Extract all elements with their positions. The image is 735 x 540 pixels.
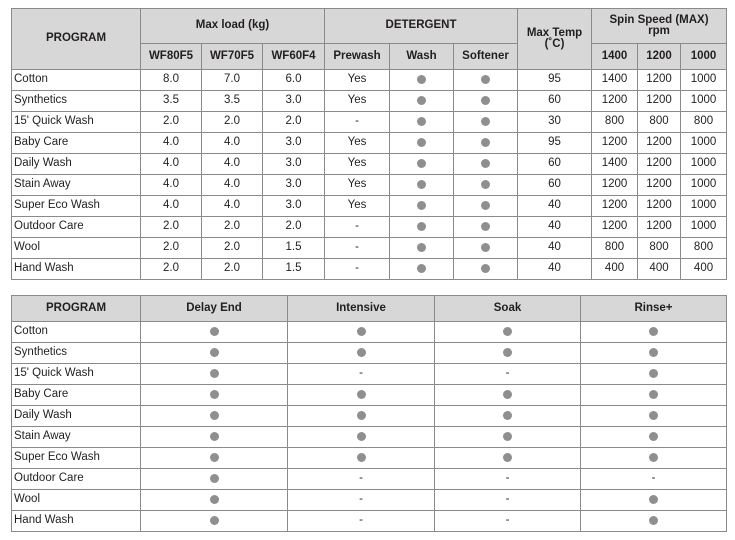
intensive-header: Intensive xyxy=(288,296,435,322)
table-cell: 800 xyxy=(592,238,638,259)
table-cell: 2.0 xyxy=(263,112,325,133)
program-option-row xyxy=(12,511,727,532)
table-cell: - xyxy=(325,238,390,259)
table-cell: 1400 xyxy=(592,154,638,175)
table-cell: 1.5 xyxy=(263,259,325,280)
program-options-table xyxy=(11,295,727,532)
table-cell: 800 xyxy=(681,112,727,133)
table-cell: 3.0 xyxy=(263,154,325,175)
max-temp-header xyxy=(518,9,592,70)
program-spec-row xyxy=(12,217,727,238)
table-cell: 1000 xyxy=(681,217,727,238)
supported-dot-icon xyxy=(649,495,658,504)
program-option-row xyxy=(12,343,727,364)
program-option-row xyxy=(12,385,727,406)
table-cell xyxy=(454,175,518,196)
table-cell: - xyxy=(325,259,390,280)
table-cell: 4.0 xyxy=(141,154,202,175)
table-cell: 1200 xyxy=(592,175,638,196)
supported-dot-icon xyxy=(503,453,512,462)
supported-dot-icon xyxy=(481,138,490,147)
table-cell: 2.0 xyxy=(202,112,263,133)
supported-dot-icon xyxy=(649,411,658,420)
table-cell: 40 xyxy=(518,217,592,238)
supported-dot-icon xyxy=(649,348,658,357)
table-cell: 800 xyxy=(592,112,638,133)
supported-dot-icon xyxy=(210,390,219,399)
program-options-table-body xyxy=(12,322,727,532)
program-option-row xyxy=(12,364,727,385)
table-cell: 4.0 xyxy=(202,133,263,154)
supported-dot-icon xyxy=(210,453,219,462)
table-cell xyxy=(435,406,581,427)
table-cell: 1200 xyxy=(638,175,681,196)
program-option-row xyxy=(12,448,727,469)
program-name-cell: Super Eco Wash xyxy=(12,196,141,217)
table-cell xyxy=(288,427,435,448)
table-cell xyxy=(581,343,727,364)
supported-dot-icon xyxy=(417,159,426,168)
table-cell xyxy=(435,343,581,364)
supported-dot-icon xyxy=(417,243,426,252)
table-cell xyxy=(141,490,288,511)
table-cell xyxy=(581,490,727,511)
table-cell xyxy=(141,448,288,469)
table-cell xyxy=(435,322,581,343)
supported-dot-icon xyxy=(503,411,512,420)
supported-dot-icon xyxy=(417,264,426,273)
table-cell: 1200 xyxy=(638,196,681,217)
detergent-col-header: Wash xyxy=(390,44,454,70)
table-cell: 4.0 xyxy=(141,133,202,154)
max-temp-unit: (˚C) xyxy=(544,38,565,50)
table-cell: 1000 xyxy=(681,175,727,196)
table-cell: 60 xyxy=(518,175,592,196)
table-cell: 4.0 xyxy=(141,175,202,196)
table-cell: - xyxy=(288,364,435,385)
table-cell: 3.0 xyxy=(263,175,325,196)
table-cell: Yes xyxy=(325,70,390,91)
program-name-cell: Synthetics xyxy=(12,343,141,364)
table-cell: 8.0 xyxy=(141,70,202,91)
table-cell: 7.0 xyxy=(202,70,263,91)
supported-dot-icon xyxy=(503,432,512,441)
program-header: PROGRAM xyxy=(12,296,141,322)
delay-end-header: Delay End xyxy=(141,296,288,322)
supported-dot-icon xyxy=(481,222,490,231)
table-cell: 4.0 xyxy=(202,154,263,175)
table-cell: Yes xyxy=(325,154,390,175)
load-model-header: WF70F5 xyxy=(202,44,263,70)
program-spec-row xyxy=(12,154,727,175)
max-temp-label: Max Temp xyxy=(526,26,583,39)
supported-dot-icon xyxy=(210,516,219,525)
supported-dot-icon xyxy=(210,369,219,378)
table-cell: Yes xyxy=(325,175,390,196)
program-option-row xyxy=(12,469,727,490)
table-cell xyxy=(581,448,727,469)
supported-dot-icon xyxy=(649,369,658,378)
table-cell: 1000 xyxy=(681,133,727,154)
table-cell: 2.0 xyxy=(263,217,325,238)
program-name-cell: 15' Quick Wash xyxy=(12,112,141,133)
table-cell: 40 xyxy=(518,196,592,217)
table-cell: 2.0 xyxy=(202,259,263,280)
table-cell xyxy=(390,175,454,196)
table-cell xyxy=(454,259,518,280)
supported-dot-icon xyxy=(210,474,219,483)
table-cell: 1200 xyxy=(638,91,681,112)
table-cell: 1.5 xyxy=(263,238,325,259)
supported-dot-icon xyxy=(210,348,219,357)
program-name-cell: Wool xyxy=(12,238,141,259)
table-cell xyxy=(454,217,518,238)
table-cell xyxy=(390,154,454,175)
table-cell xyxy=(141,322,288,343)
supported-dot-icon xyxy=(481,180,490,189)
table-cell: 3.0 xyxy=(263,133,325,154)
table-cell: 1200 xyxy=(638,70,681,91)
program-name-cell: Cotton xyxy=(12,322,141,343)
program-option-row xyxy=(12,490,727,511)
detergent-col-header: Prewash xyxy=(325,44,390,70)
supported-dot-icon xyxy=(649,453,658,462)
table-cell: 95 xyxy=(518,70,592,91)
table-cell xyxy=(454,70,518,91)
supported-dot-icon xyxy=(481,243,490,252)
load-model-header: WF60F4 xyxy=(263,44,325,70)
table-cell: 95 xyxy=(518,133,592,154)
table-cell: 1200 xyxy=(592,196,638,217)
supported-dot-icon xyxy=(417,117,426,126)
detergent-header: DETERGENT xyxy=(325,9,518,44)
program-name-cell: Wool xyxy=(12,490,141,511)
table-cell xyxy=(141,511,288,532)
program-name-cell: Super Eco Wash xyxy=(12,448,141,469)
program-option-row xyxy=(12,427,727,448)
spin-col-header: 1200 xyxy=(638,44,681,70)
table-cell: 60 xyxy=(518,91,592,112)
program-name-cell: Hand Wash xyxy=(12,259,141,280)
table-cell: 1400 xyxy=(592,70,638,91)
supported-dot-icon xyxy=(417,96,426,105)
table-cell: 1000 xyxy=(681,70,727,91)
table-cell: 1200 xyxy=(638,217,681,238)
supported-dot-icon xyxy=(649,390,658,399)
table-cell: - xyxy=(288,469,435,490)
program-spec-table xyxy=(11,8,727,280)
table-cell xyxy=(581,322,727,343)
program-spec-row xyxy=(12,91,727,112)
program-spec-row xyxy=(12,196,727,217)
supported-dot-icon xyxy=(210,432,219,441)
table-cell xyxy=(141,364,288,385)
table-cell: 1200 xyxy=(638,154,681,175)
table-cell xyxy=(454,112,518,133)
table-cell: 400 xyxy=(638,259,681,280)
table-cell: - xyxy=(581,469,727,490)
table-cell xyxy=(288,406,435,427)
table-cell xyxy=(390,196,454,217)
program-spec-row xyxy=(12,175,727,196)
table-cell: - xyxy=(435,490,581,511)
program-name-cell: 15' Quick Wash xyxy=(12,364,141,385)
table-cell: 400 xyxy=(681,259,727,280)
table-cell: 2.0 xyxy=(141,238,202,259)
table-cell xyxy=(390,217,454,238)
table-cell: Yes xyxy=(325,91,390,112)
table-cell xyxy=(288,322,435,343)
table-cell xyxy=(288,343,435,364)
table-cell: 2.0 xyxy=(141,217,202,238)
table-cell xyxy=(141,385,288,406)
program-option-row xyxy=(12,322,727,343)
program-spec-row xyxy=(12,70,727,91)
program-header: PROGRAM xyxy=(12,9,141,70)
supported-dot-icon xyxy=(649,516,658,525)
table-cell: 4.0 xyxy=(202,196,263,217)
program-spec-row xyxy=(12,259,727,280)
table-cell: 1200 xyxy=(592,217,638,238)
table-cell: - xyxy=(288,511,435,532)
table-cell: 40 xyxy=(518,238,592,259)
supported-dot-icon xyxy=(481,96,490,105)
supported-dot-icon xyxy=(649,432,658,441)
table-cell xyxy=(581,406,727,427)
table-cell xyxy=(454,196,518,217)
table-cell: Yes xyxy=(325,196,390,217)
table-cell xyxy=(141,343,288,364)
table-cell: 4.0 xyxy=(202,175,263,196)
table-cell: 1000 xyxy=(681,91,727,112)
supported-dot-icon xyxy=(357,432,366,441)
table-cell: - xyxy=(325,112,390,133)
supported-dot-icon xyxy=(417,222,426,231)
program-spec-row xyxy=(12,238,727,259)
table-cell: 400 xyxy=(592,259,638,280)
supported-dot-icon xyxy=(357,348,366,357)
table-cell: 4.0 xyxy=(141,196,202,217)
supported-dot-icon xyxy=(417,75,426,84)
spin-speed-header xyxy=(592,9,727,44)
table-cell xyxy=(390,112,454,133)
supported-dot-icon xyxy=(357,453,366,462)
max-load-header: Max load (kg) xyxy=(141,9,325,44)
program-spec-row xyxy=(12,112,727,133)
table-cell: 1200 xyxy=(638,133,681,154)
table-cell: 3.0 xyxy=(263,196,325,217)
supported-dot-icon xyxy=(503,348,512,357)
table-cell xyxy=(288,385,435,406)
table-cell: Yes xyxy=(325,133,390,154)
program-name-cell: Stain Away xyxy=(12,175,141,196)
table-cell xyxy=(454,238,518,259)
table-cell: 800 xyxy=(681,238,727,259)
program-spec-row xyxy=(12,133,727,154)
rinse-plus-header: Rinse+ xyxy=(581,296,727,322)
table-cell xyxy=(141,469,288,490)
table-cell xyxy=(581,427,727,448)
load-model-header: WF80F5 xyxy=(141,44,202,70)
table-cell: 60 xyxy=(518,154,592,175)
table-cell xyxy=(454,133,518,154)
table-cell xyxy=(390,91,454,112)
table-cell xyxy=(390,70,454,91)
supported-dot-icon xyxy=(481,264,490,273)
program-name-cell: Daily Wash xyxy=(12,154,141,175)
supported-dot-icon xyxy=(417,201,426,210)
table-cell: 800 xyxy=(638,112,681,133)
table-cell xyxy=(454,154,518,175)
table-cell: 30 xyxy=(518,112,592,133)
soak-header: Soak xyxy=(435,296,581,322)
table-cell: 3.0 xyxy=(263,91,325,112)
table-cell: 2.0 xyxy=(141,259,202,280)
supported-dot-icon xyxy=(503,390,512,399)
program-option-row xyxy=(12,406,727,427)
program-name-cell: Stain Away xyxy=(12,427,141,448)
supported-dot-icon xyxy=(649,327,658,336)
table-cell xyxy=(581,385,727,406)
table-cell xyxy=(141,427,288,448)
supported-dot-icon xyxy=(417,138,426,147)
supported-dot-icon xyxy=(481,159,490,168)
program-name-cell: Daily Wash xyxy=(12,406,141,427)
table-cell: 2.0 xyxy=(202,238,263,259)
table-cell: - xyxy=(325,217,390,238)
table-cell: 6.0 xyxy=(263,70,325,91)
detergent-col-header: Softener xyxy=(454,44,518,70)
supported-dot-icon xyxy=(357,411,366,420)
spin-speed-unit: rpm xyxy=(648,25,670,37)
program-name-cell: Baby Care xyxy=(12,385,141,406)
table-cell xyxy=(390,259,454,280)
table-cell xyxy=(390,238,454,259)
table-cell xyxy=(435,385,581,406)
table-cell: 1200 xyxy=(592,91,638,112)
table-cell xyxy=(581,364,727,385)
table-cell: 1200 xyxy=(592,133,638,154)
table-cell: 1000 xyxy=(681,196,727,217)
table-cell xyxy=(435,448,581,469)
supported-dot-icon xyxy=(210,495,219,504)
supported-dot-icon xyxy=(481,75,490,84)
table-cell: - xyxy=(435,469,581,490)
supported-dot-icon xyxy=(357,327,366,336)
table-cell: 3.5 xyxy=(202,91,263,112)
table-cell: 3.5 xyxy=(141,91,202,112)
program-name-cell: Synthetics xyxy=(12,91,141,112)
table-cell xyxy=(141,406,288,427)
supported-dot-icon xyxy=(357,390,366,399)
supported-dot-icon xyxy=(481,201,490,210)
supported-dot-icon xyxy=(417,180,426,189)
table-cell xyxy=(390,133,454,154)
supported-dot-icon xyxy=(481,117,490,126)
table-cell xyxy=(454,91,518,112)
table-cell: - xyxy=(435,364,581,385)
spin-col-header: 1400 xyxy=(592,44,638,70)
program-name-cell: Hand Wash xyxy=(12,511,141,532)
table-cell: - xyxy=(288,490,435,511)
program-name-cell: Outdoor Care xyxy=(12,469,141,490)
program-name-cell: Baby Care xyxy=(12,133,141,154)
spin-speed-label: Spin Speed (MAX) xyxy=(609,13,709,26)
supported-dot-icon xyxy=(210,411,219,420)
program-spec-table-body xyxy=(12,70,727,280)
supported-dot-icon xyxy=(210,327,219,336)
table-cell xyxy=(288,448,435,469)
table-cell xyxy=(435,427,581,448)
table-cell: - xyxy=(435,511,581,532)
table-cell: 2.0 xyxy=(202,217,263,238)
table-cell: 40 xyxy=(518,259,592,280)
table-cell: 2.0 xyxy=(141,112,202,133)
table-cell xyxy=(581,511,727,532)
spin-col-header: 1000 xyxy=(681,44,727,70)
table-cell: 800 xyxy=(638,238,681,259)
supported-dot-icon xyxy=(503,327,512,336)
table-cell: 1000 xyxy=(681,154,727,175)
program-name-cell: Cotton xyxy=(12,70,141,91)
program-name-cell: Outdoor Care xyxy=(12,217,141,238)
